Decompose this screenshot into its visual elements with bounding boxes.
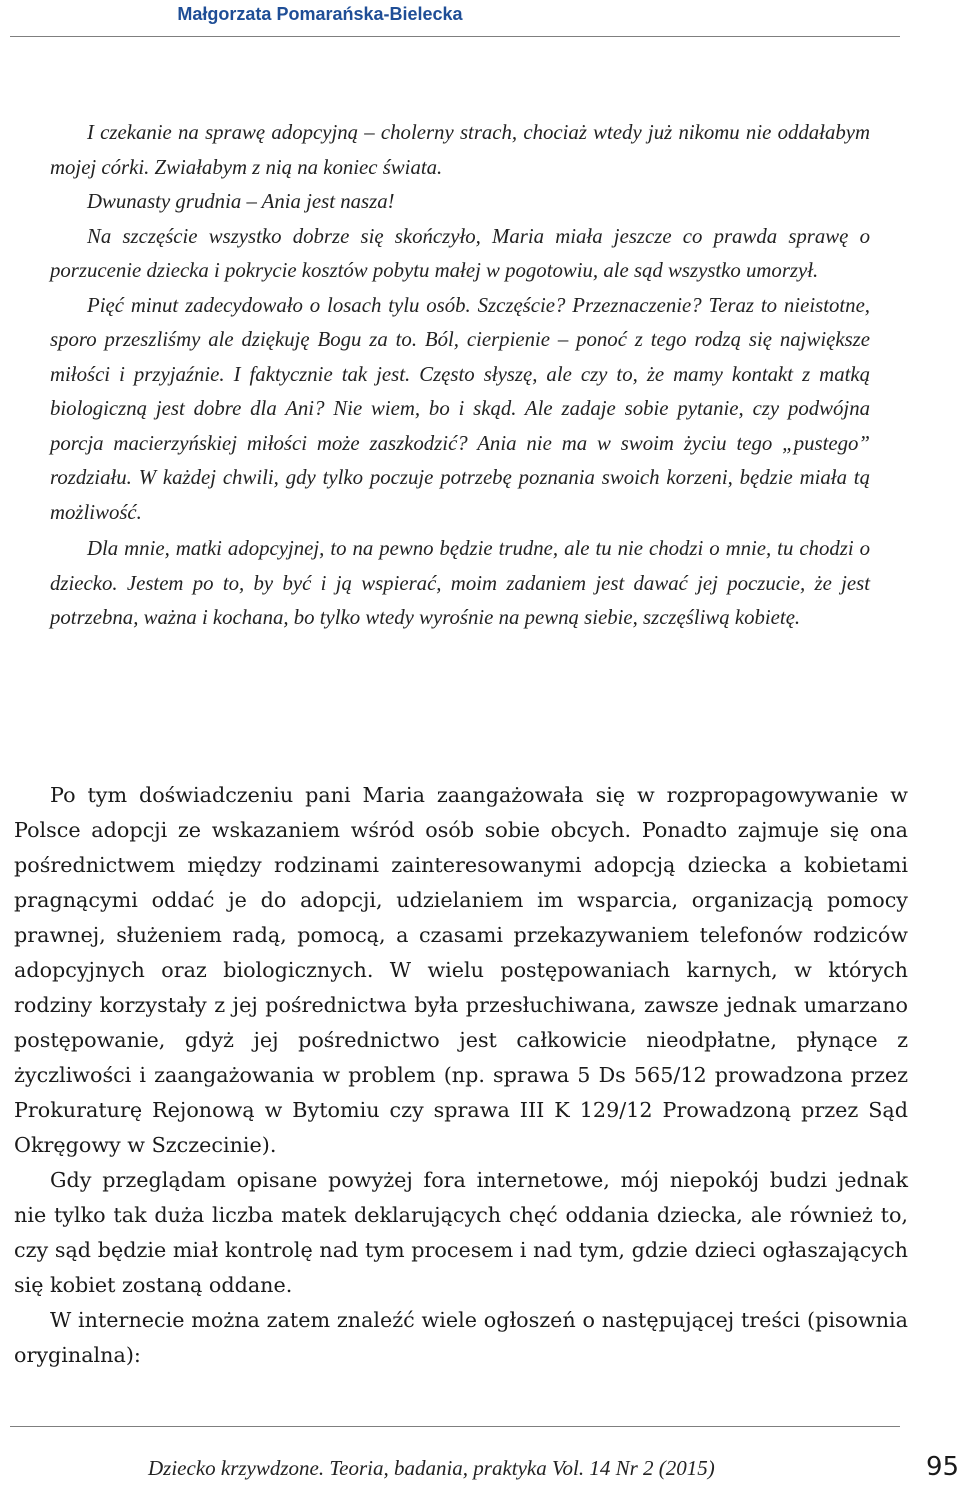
- header-rule: [10, 36, 900, 37]
- body-paragraph: Po tym doświadczeniu pani Maria zaangażowała się w rozpropagowywanie w Polsce adopcji ze wskazaniem wśród osób sobie obcych. Ponadto zajmuje się ona pośrednictwem między rodzinami zainteresowanymi adopcją dziecka a kobietami pragnącymi oddać je do adopcji, udzielaniem im wsparcia, organizacją pomocy prawnej, służeniem radą, pomocą, a czasami przekazywaniem telefonów rodziców adopcyjnych oraz biologicznych. W wielu postępowaniach karnych, w których rodziny korzystały z jej pośrednictwa była przesłuchiwana, zawsze jednak umarzano postępowanie, gdyż jej pośrednictwo jest całkowicie nieodpłatne, płynące z życzliwości i zaangażowania w problem (np. sprawa 5 Ds 565/12 prowadzona przez Prokuraturę Rejonową w Bytomiu czy sprawa III K 129/12 Prowadzoną przez Sąd Okręgowy w Szczecinie).: [14, 783, 908, 1157]
- running-header-author: Małgorzata Pomarańska-Bielecka: [177, 4, 463, 24]
- quoted-testimony: [50, 116, 870, 636]
- quote-paragraph: I czekanie na sprawę adopcyjną – cholerny strach, chociaż wtedy już nikomu nie oddałabym mojej córki. Zwiałabym z nią na koniec świata.: [50, 121, 870, 179]
- quote-paragraph: Dwunasty grudnia – Ania jest nasza!: [87, 190, 395, 213]
- quote-paragraph: Dla mnie, matki adopcyjnej, to na pewno będzie trudne, ale tu nie chodzi o mnie, tu chodzi o dziecko. Jestem po to, by być i ją wspierać, moim zadaniem jest dawać jej poczucie, że jest potrzebna, ważna i kochana, bo tylko wtedy wyrośnie na pewną siebie, szczęśliwą kobietę.: [50, 537, 870, 629]
- quote-paragraph: Na szczęście wszystko dobrze się skończyło, Maria miała jeszcze co prawda sprawę o porzucenie dziecka i pokrycie kosztów pobytu małej w pogotowiu, ale sąd wszystko umorzył.: [50, 224, 870, 282]
- quote-paragraph: Pięć minut zadecydowało o losach tylu osób. Szczęście? Przeznaczenie? Teraz to nieistotne, sporo przeszliśmy ale dziękuję Bogu za to. Ból, cierpienie – ponoć z tego rodzą się największe miłości i przyjaźnie. I faktycznie tak jest. Często słyszę, ale czy to, że mamy kontakt z matką biologiczną jest dobre dla Ani? Nie wiem, bo i skąd. Ale zadaje sobie pytanie, czy podwójna porcja macierzyńskiej miłości może zaszkodzić? Ania nie ma w swoim życiu tego „pustego” rozdziału. W każdej chwili, gdy tylko poczuje potrzebę poznania swoich korzeni, będzie miała tą możliwość.: [50, 293, 870, 524]
- body-paragraph: W internecie można zatem znaleźć wiele ogłoszeń o następującej treści (pisownia oryginalna):: [14, 1308, 908, 1367]
- footer-rule: [10, 1426, 900, 1427]
- body-paragraph: Gdy przeglądam opisane powyżej fora internetowe, mój niepokój budzi jednak nie tylko tak duża liczba matek deklarujących chęć oddania dziecka, ale również to, czy sąd będzie miał kontrolę nad tym procesem i nad tym, gdzie dzieci ogłaszających się kobiet zostaną oddane.: [14, 1168, 908, 1297]
- body-text: [14, 778, 908, 1373]
- journal-footer: Dziecko krzywdzone. Teoria, badania, praktyka Vol. 14 Nr 2 (2015): [148, 1456, 715, 1480]
- page-number: 95: [926, 1452, 960, 1482]
